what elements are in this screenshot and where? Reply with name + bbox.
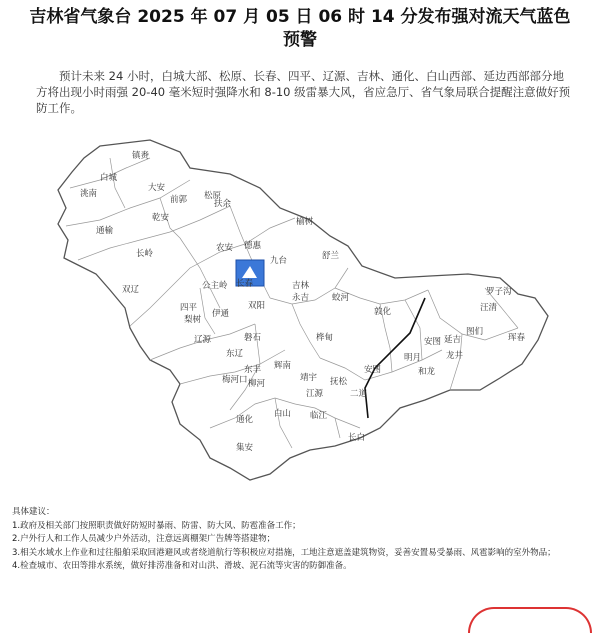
place-label: 安图 — [364, 365, 382, 375]
place-label: 长岭 — [136, 249, 154, 259]
place-label: 榆树 — [296, 217, 314, 227]
place-label: 松原 — [204, 191, 222, 201]
province-map-svg — [30, 128, 570, 498]
place-label: 桦甸 — [316, 333, 334, 343]
place-label: 大安 — [148, 183, 166, 193]
place-label: 洮南 — [80, 189, 98, 199]
place-label: 延吉 — [444, 335, 462, 345]
place-label: 双阳 — [248, 301, 266, 311]
place-label: 集安 — [236, 443, 254, 453]
place-label: 敦化 — [374, 307, 392, 317]
place-label: 前郭 — [170, 195, 188, 205]
province-outline — [58, 140, 548, 480]
place-label: 通化 — [236, 415, 254, 425]
place-label: 汪清 — [480, 303, 498, 313]
place-label: 二道 — [350, 389, 368, 399]
place-label: 靖宇 — [300, 373, 318, 383]
advice-item: 4.检查城市、农田等排水系统，做好排涝准备和对山洪、滑坡、泥石流等灾害的防御准备。 — [12, 561, 352, 571]
place-label: 磐石 — [244, 333, 262, 343]
place-label: 柳河 — [248, 379, 266, 389]
place-label: 农安 — [216, 243, 234, 253]
place-label: 白城 — [100, 173, 118, 183]
place-label: 图们 — [466, 327, 484, 337]
place-label: 龙井 — [446, 351, 464, 361]
place-label: 辉南 — [274, 361, 292, 371]
place-label: 双辽 — [122, 285, 140, 295]
place-label: 扶余 — [214, 199, 232, 209]
advice-section — [12, 506, 592, 574]
place-label: 和龙 — [418, 367, 436, 377]
jilin-province-map — [30, 128, 570, 498]
place-label: 东辽 — [226, 349, 244, 359]
title-line-2: 预警 — [283, 30, 317, 50]
warning-title — [0, 6, 600, 52]
place-label: 伊通 — [212, 309, 230, 319]
place-label: 德惠 — [244, 241, 262, 251]
place-label: 辽源 — [194, 335, 212, 345]
place-label: 梨树 — [184, 315, 202, 325]
advice-item: 3.相关水域水上作业和过往船舶采取回港避风或者绕道航行等积极应对措施，工地注意遮盖建筑物资，妥善安置易受暴雨、风雹影响的室外物品； — [12, 547, 556, 558]
place-label: 长春 — [236, 279, 254, 289]
advice-item: 2.户外行人和工作人员减少户外活动，注意远离棚架广告牌等搭建物； — [12, 534, 276, 544]
advice-item: 1.政府及相关部门按照职责做好防短时暴雨、防雷、防大风、防雹准备工作； — [12, 520, 301, 531]
place-label: 吉林 — [292, 281, 310, 291]
place-label: 四平 — [180, 303, 198, 313]
place-label: 乾安 — [152, 213, 170, 223]
place-label: 罗子沟 — [486, 287, 512, 297]
official-seal — [468, 607, 592, 633]
place-label: 白山 — [274, 409, 292, 419]
forecast-paragraph: 预计未来 24 小时，白城大部、松原、长春、四平、辽源、吉林、通化、白山西部、延边西部部分地方将出现小时雨强 20-40 毫米短时强降水和 8-10 级雷暴大风，省应急厅、省气象局联合提醒注意做好预防工作。 — [36, 69, 571, 115]
place-label: 长白 — [348, 433, 366, 443]
place-label: 梅河口 — [222, 375, 248, 385]
place-label: 临江 — [310, 411, 328, 421]
place-label: 镇赉 — [132, 151, 150, 161]
place-label: 明月 — [404, 353, 422, 363]
place-label: 珲春 — [508, 333, 526, 343]
place-label: 东丰 — [244, 365, 262, 375]
place-label: 通榆 — [96, 226, 114, 236]
place-label: 安图 — [424, 337, 442, 347]
place-label: 抚松 — [330, 377, 348, 387]
place-label: 江源 — [306, 389, 324, 399]
place-label: 舒兰 — [322, 251, 340, 261]
place-label: 九台 — [270, 256, 288, 266]
place-label: 蛟河 — [332, 293, 350, 303]
place-label: 公主岭 — [202, 281, 228, 291]
title-line-1: 吉林省气象台 2025 年 07 月 05 日 06 时 14 分发布强对流天气蓝色 — [29, 7, 571, 27]
place-label: 永吉 — [292, 293, 310, 303]
advice-heading: 具体建议： — [12, 507, 55, 517]
